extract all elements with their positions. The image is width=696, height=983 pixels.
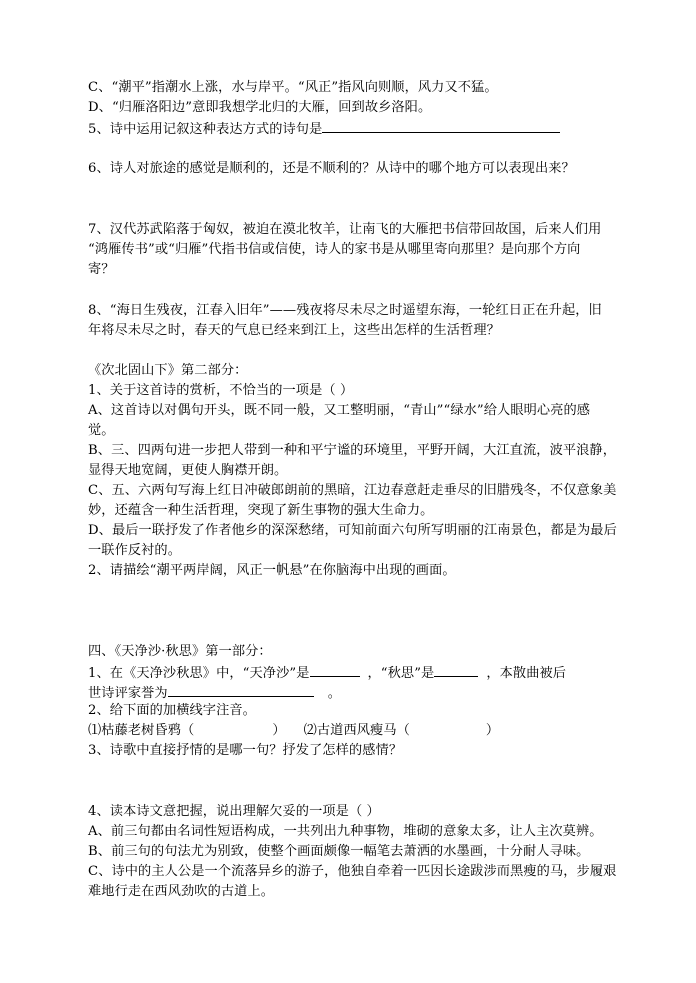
option-b-line-2: 显得天地宽阔，更使人胸襟开朗。 [88, 463, 288, 478]
option-a-line-1: A、这首诗以对偶句开头，既不同一般，又工整明丽，“青山”“绿水”给人眼明心亮的感 [88, 403, 591, 418]
question-7-line-2: “鸿雁传书”或“归雁”代指书信或信使，诗人的家书是从哪里寄向那里？是向那个方向 [88, 242, 581, 257]
option-c-line: C、“潮平”指潮水上涨，水与岸平。“风正”指风向则顺，风力又不猛。 [88, 80, 498, 95]
q4-option-b: B、前三句的句法尤为别致，使整个画面颇像一幅笔去萧洒的水墨画，十分耐人寻味。 [88, 844, 590, 859]
option-d-line-2: 一联作反衬的。 [88, 543, 182, 558]
fill-q1-part1: 1、在《天净沙秋思》中，“天净沙”是 [88, 666, 310, 681]
section-heading-ci-bei-gu-shan-xia: 《次北固山下》第二部分： [88, 363, 248, 378]
fill-question-1-line-1 [88, 663, 566, 683]
fill-q1-part2: ，“秋思”是 [367, 666, 435, 681]
q4-option-c-line-2: 难地行走在西风劲吹的古道上。 [88, 884, 275, 899]
question-8-line-1: 8、“海日生残夜，江春入旧年”——残夜将尽未尽之时遥望东海，一轮红日正在升起，旧 [88, 303, 602, 318]
question-2-phonetic: 2、给下面的加横线字注音。 [88, 703, 256, 718]
phonetic-items [88, 722, 499, 740]
question-7-line-3: 寄？ [88, 262, 115, 277]
answer-blank[interactable] [322, 119, 560, 133]
option-d-line: D、“归雁洛阳边”意即我想学北归的大雁，回到故乡洛阳。 [88, 100, 432, 115]
fill-question-1-line-2 [88, 683, 341, 703]
answer-blank[interactable] [434, 663, 478, 677]
phonetic-item-1: ⑴枯藤老树昏鸦（ [88, 723, 195, 738]
fill-q1-end: 。 [327, 686, 342, 701]
question-5 [88, 119, 560, 139]
phonetic-item-2: ⑵古道西风瘦马（ [303, 723, 410, 738]
phonetic-item-1-close: ） [272, 723, 286, 738]
answer-blank[interactable] [168, 683, 314, 697]
q4-option-a: A、前三句都由名词性短语构成，一共列出九种事物，堆砌的意象太多，让人主次莫辨。 [88, 824, 603, 839]
option-c-line-1: C、五、六两句写海上红日冲破郎朗前的黑暗，江边春意赶走垂尽的旧腊残冬，不仅意象美 [88, 483, 617, 498]
option-a-line-2: 觉。 [88, 423, 115, 438]
question-8-line-2: 年将尽未尽之时，春天的气息已经来到江上，这些出怎样的生活哲理？ [88, 323, 500, 338]
option-c-line-2: 妙，还蕴含一种生活哲理，突现了新生事物的强大生命力。 [88, 503, 434, 518]
section-heading-tian-jing-sha: 四、《天净沙·秋思》第一部分： [88, 644, 272, 659]
question-6: 6、诗人对旅途的感觉是顺利的，还是不顺利的？从诗中的哪个地方可以表现出来？ [88, 161, 575, 176]
q4-option-c-line-1: C、诗中的主人公是一个流落异乡的游子，他独自牵着一匹因长途跋涉而黑瘦的马，步履艰 [88, 864, 617, 879]
question-4: 4、读本诗文意把握，说出理解欠妥的一项是（ ） [88, 804, 380, 819]
question-7-line-1: 7、汉代苏武陷落于匈奴，被迫在漠北牧羊，让南飞的大雁把书信带回故国，后来人们用 [88, 222, 602, 237]
question-3-lyric: 3、诗歌中直接抒情的是哪一句？抒发了怎样的感情？ [88, 743, 403, 758]
phonetic-item-2-close: ） [485, 723, 500, 738]
answer-blank[interactable] [310, 663, 360, 677]
question-1: 1、关于这首诗的赏析，不恰当的一项是（ ） [88, 383, 354, 398]
question-5-text: 5、诗中运用记叙这种表达方式的诗句是 [88, 122, 323, 137]
fill-q1-part3: ，本散曲被后 [486, 666, 567, 681]
option-b-line-1: B、三、四两句进一步把人带到一种和平宁谧的环境里，平野开阔，大江直流，波平浪静， [88, 443, 616, 458]
fill-q1-line2: 世诗评家誉为 [88, 686, 168, 701]
question-2-describe: 2、请描绘“潮平两岸阔，风正一帆悬”在你脑海中出现的画面。 [88, 563, 456, 578]
option-d-line-1: D、最后一联抒发了作者他乡的深深愁绪，可知前面六句所写明丽的江南景色，都是为最后 [88, 523, 617, 538]
